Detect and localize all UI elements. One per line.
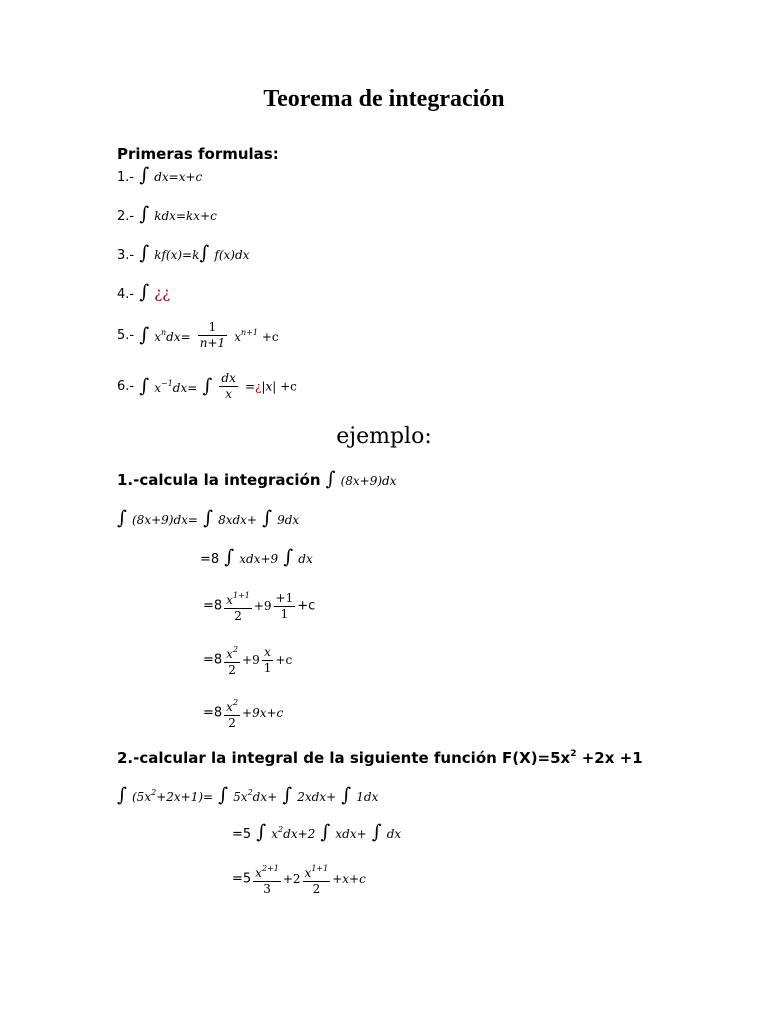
formula-part: 2xdx+ bbox=[297, 790, 337, 804]
formula-part: +2x+1)= bbox=[156, 790, 214, 804]
formula-part: =5 bbox=[232, 827, 252, 842]
heading-text: 2.-calcular la integral de la siguiente función F(X)=5x bbox=[117, 749, 571, 767]
fraction bbox=[224, 642, 240, 678]
integral-sign: ∫ bbox=[262, 507, 272, 529]
formula-part: dx+2 bbox=[283, 827, 316, 841]
numerator: x bbox=[226, 647, 233, 661]
formula-part: +c bbox=[280, 379, 297, 394]
integral-sign: ∫ bbox=[320, 821, 331, 843]
fraction bbox=[198, 320, 227, 351]
exponent: n+1 bbox=[241, 327, 258, 337]
fraction bbox=[224, 695, 240, 731]
exponent: 2 bbox=[232, 645, 239, 654]
formula-part: +x+c bbox=[332, 872, 366, 886]
example-2-step-1 bbox=[117, 786, 378, 805]
formula-part: 9dx bbox=[277, 513, 300, 527]
example-2-step-2 bbox=[232, 823, 401, 842]
integral-sign: ∫ bbox=[256, 821, 267, 843]
formula-5 bbox=[117, 320, 279, 351]
formula-part: |x| bbox=[261, 379, 277, 394]
denominator: 1 bbox=[280, 606, 289, 621]
integral-sign: ∫ bbox=[282, 784, 293, 806]
formula-expression: kdx=kx+c bbox=[154, 209, 217, 223]
formula-expression: dx=x+c bbox=[154, 170, 203, 184]
var-x: x bbox=[234, 329, 242, 344]
integral-sign: ∫ bbox=[371, 821, 382, 843]
formula-part: +9x+c bbox=[242, 706, 284, 720]
unknown-glyph: ¿ bbox=[255, 379, 262, 394]
numerator: +1 bbox=[275, 590, 294, 605]
exponent: 2 bbox=[278, 825, 284, 834]
formula-part: +9 bbox=[253, 599, 272, 613]
denominator: 2 bbox=[234, 609, 242, 623]
integral-sign: ∫ bbox=[199, 242, 210, 264]
unknown-glyph: ¿¿ bbox=[154, 284, 171, 302]
integral-sign: ∫ bbox=[202, 375, 213, 397]
var-x: x bbox=[154, 329, 161, 344]
exponent: 2 bbox=[151, 788, 157, 797]
example-1-heading-row bbox=[117, 470, 397, 489]
section-heading-primeras: Primeras formulas: bbox=[117, 145, 279, 163]
formula-1 bbox=[117, 166, 202, 185]
var-x: x bbox=[154, 380, 161, 395]
numerator: x bbox=[304, 866, 312, 880]
formula-part: x bbox=[271, 827, 279, 841]
integral-sign: ∫ bbox=[139, 281, 150, 303]
integral-sign: ∫ bbox=[224, 546, 235, 568]
formula-part: xdx+9 bbox=[239, 552, 279, 566]
formula-part: dx= bbox=[166, 329, 191, 344]
formula-6 bbox=[117, 371, 297, 402]
formula-label: 5.- bbox=[117, 328, 135, 343]
integral-sign: ∫ bbox=[139, 324, 150, 346]
formula-part: dx bbox=[386, 827, 402, 841]
formula-part: dx+ bbox=[252, 790, 278, 804]
denominator: 2 bbox=[228, 716, 236, 730]
formula-part: +c bbox=[261, 329, 279, 344]
exponent: 1+1 bbox=[232, 591, 250, 600]
denominator: n+1 bbox=[199, 336, 226, 350]
fraction bbox=[224, 588, 252, 624]
formula-part: kf bbox=[154, 248, 166, 262]
formula-expression: (8x+9)dx bbox=[340, 474, 397, 488]
example-1-heading: 1.-calcula la integración bbox=[117, 471, 321, 489]
formula-part: +c bbox=[297, 598, 316, 614]
formula-label: 2.- bbox=[117, 209, 135, 224]
formula-part: (x)=k bbox=[165, 248, 200, 262]
formula-label: 1.- bbox=[117, 170, 135, 185]
formula-part: 8xdx+ bbox=[218, 513, 257, 527]
numerator: x bbox=[226, 700, 233, 714]
integral-sign: ∫ bbox=[139, 203, 150, 225]
example-1-step-4 bbox=[203, 642, 292, 678]
example-2-heading bbox=[117, 749, 643, 767]
fraction bbox=[219, 371, 237, 402]
numerator: x bbox=[262, 645, 274, 661]
fraction bbox=[253, 861, 281, 897]
integral-sign: ∫ bbox=[218, 784, 229, 806]
formula-part: =8 bbox=[200, 552, 220, 567]
example-2-step-3 bbox=[232, 861, 366, 897]
denominator: 2 bbox=[228, 663, 236, 677]
example-1-step-3 bbox=[203, 588, 315, 624]
integral-sign: ∫ bbox=[139, 164, 150, 186]
formula-part: =8 bbox=[203, 705, 223, 721]
denominator: 2 bbox=[312, 882, 321, 896]
formula-part: =8 bbox=[203, 598, 223, 614]
exponent: n bbox=[160, 327, 167, 337]
numerator: x bbox=[255, 866, 262, 880]
formula-3 bbox=[117, 244, 249, 263]
page-title: Teorema de integración bbox=[263, 86, 505, 112]
example-1-step-2 bbox=[200, 548, 313, 567]
integral-sign: ∫ bbox=[139, 375, 150, 397]
exponent: 2 bbox=[570, 749, 577, 759]
formula-part: 5x bbox=[233, 790, 248, 804]
fraction bbox=[262, 645, 274, 676]
example-1-step-5 bbox=[203, 695, 283, 731]
denominator: 3 bbox=[263, 882, 271, 896]
integral-sign: ∫ bbox=[341, 784, 352, 806]
integral-sign: ∫ bbox=[203, 507, 213, 529]
exponent: 1+1 bbox=[311, 864, 329, 873]
formula-part: (8x+9)dx= bbox=[132, 513, 198, 527]
denominator: 1 bbox=[263, 660, 272, 675]
exponent: 2 bbox=[232, 698, 239, 707]
fraction bbox=[274, 591, 296, 622]
fraction bbox=[303, 861, 331, 897]
heading-text: +2x +1 bbox=[576, 749, 643, 767]
integral-sign: ∫ bbox=[325, 468, 336, 490]
integral-sign: ∫ bbox=[117, 507, 127, 529]
exponent: 2 bbox=[247, 788, 253, 797]
formula-part: 1dx bbox=[356, 790, 379, 804]
integral-sign: ∫ bbox=[117, 784, 127, 806]
formula-2 bbox=[117, 205, 217, 224]
numerator: 1 bbox=[198, 320, 227, 336]
numerator: x bbox=[226, 593, 233, 607]
formula-part: dx= bbox=[172, 380, 198, 395]
formula-part: +2 bbox=[282, 872, 301, 886]
section-heading-ejemplo: ejemplo: bbox=[336, 424, 432, 449]
exponent: −1 bbox=[160, 378, 173, 388]
exponent: 2+1 bbox=[261, 864, 279, 873]
formula-part: (x)dx bbox=[218, 248, 250, 262]
formula-part: = bbox=[244, 379, 255, 394]
formula-part: +c bbox=[275, 653, 293, 667]
formula-part: =5 bbox=[232, 871, 252, 887]
formula-label: 6.- bbox=[117, 379, 135, 394]
integral-sign: ∫ bbox=[283, 546, 294, 568]
formula-part: f bbox=[214, 248, 219, 262]
integral-sign: ∫ bbox=[139, 242, 150, 264]
formula-part: xdx+ bbox=[335, 827, 367, 841]
formula-part: =8 bbox=[203, 652, 223, 668]
formula-part: (5x bbox=[132, 790, 152, 804]
denominator: x bbox=[225, 387, 232, 401]
formula-label: 4.- bbox=[117, 287, 135, 302]
numerator: dx bbox=[221, 371, 236, 385]
formula-part: dx bbox=[298, 552, 313, 566]
formula-label: 3.- bbox=[117, 248, 135, 263]
formula-part: +9 bbox=[242, 653, 260, 667]
formula-4 bbox=[117, 283, 170, 302]
example-1-step-1 bbox=[117, 509, 299, 528]
